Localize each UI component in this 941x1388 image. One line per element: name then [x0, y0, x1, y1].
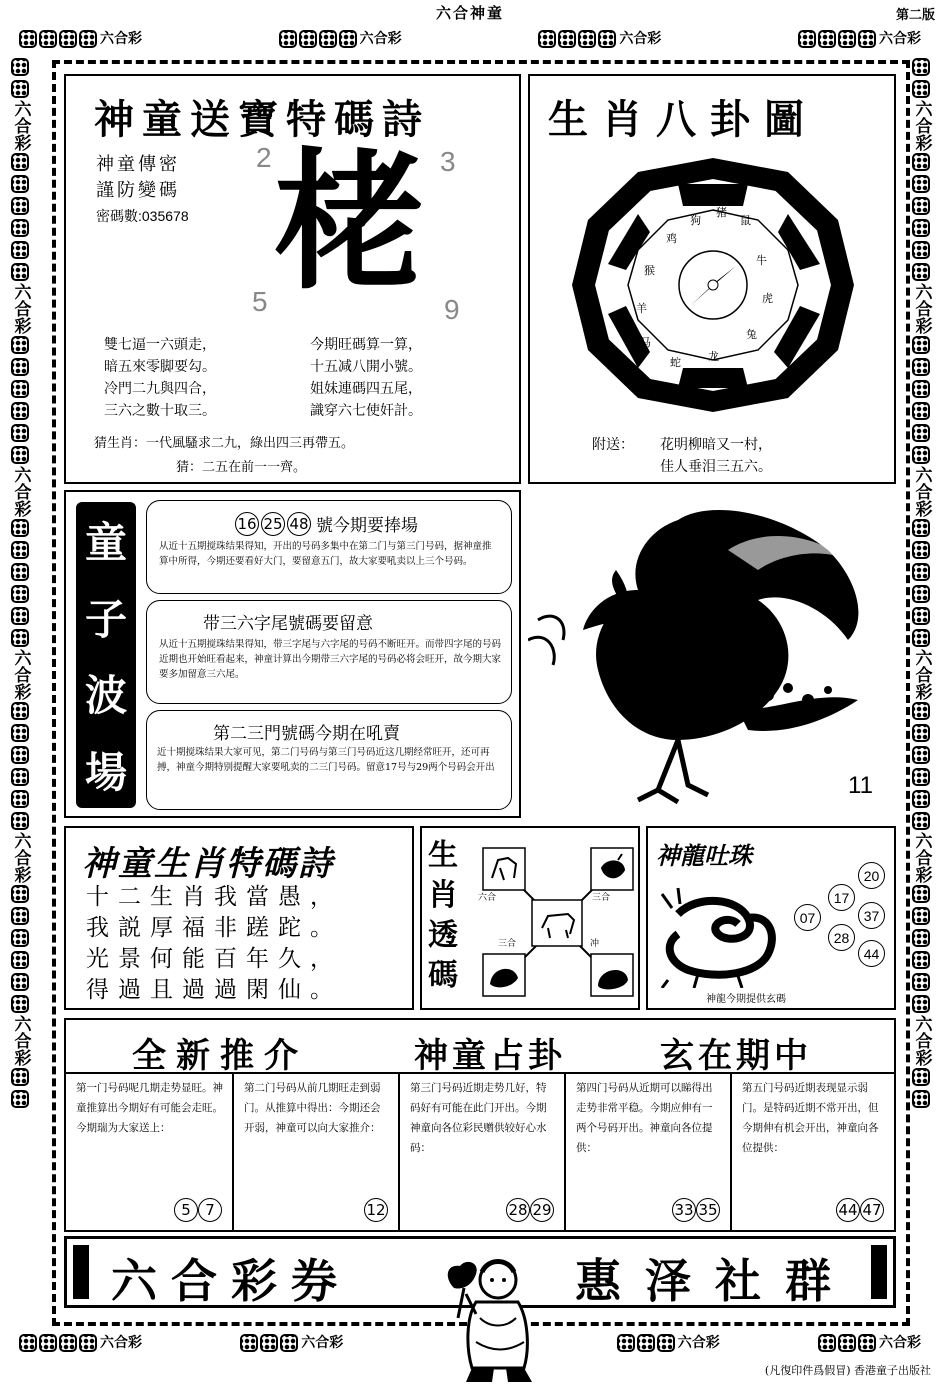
dice-icon — [11, 358, 29, 376]
wheel-label-gou: 狗 — [690, 214, 701, 227]
dice-icon — [11, 951, 29, 969]
dragon-title: 神龍吐珠 — [656, 841, 752, 870]
item2-body: 从近十五期搅珠结果得知，带三字尾与六字尾的号码不断旺开。而带四字尾的号码近期也开始旺看起来，神童计算出今期带三六字尾的号码必将会旺开，故今期大家要多加留意三六尾。 — [159, 639, 502, 680]
gift-line1: 花明柳暗又一村， — [660, 437, 772, 453]
zodiac-cross-diagram — [478, 838, 638, 1006]
dice-icon — [11, 153, 29, 171]
number-ball: 12 — [364, 1198, 388, 1222]
strip-label-v: 六合彩 — [10, 649, 31, 700]
strip-label-v: 六合彩 — [911, 283, 932, 334]
dice-icon — [260, 1334, 278, 1352]
dice-icon — [912, 58, 930, 76]
banner-right-text: 惠泽社群 — [575, 1254, 855, 1308]
item3-title: 第二三門號碼今期在吼賣 — [213, 724, 400, 744]
recommend-title-mid: 神童占卦 — [414, 1036, 566, 1076]
dice-icon — [240, 1334, 258, 1352]
zodiac-poem-line: 光景何能百年久， — [86, 946, 342, 972]
wheel-label-yang: 羊 — [636, 302, 647, 315]
col-text: 第二门号码从前几期旺走到弱门。从推算中得出：今期还会开弱，神童可以向大家推介： — [244, 1082, 381, 1134]
poem-left — [104, 334, 216, 422]
number-ball: 5 — [174, 1198, 198, 1222]
dice-icon — [912, 768, 930, 786]
dice-icon — [912, 541, 930, 559]
corner-num-3: 5 — [252, 286, 268, 317]
pearl-28: 28 — [828, 924, 855, 951]
dice-icon — [11, 563, 29, 581]
col-nums — [836, 1198, 884, 1222]
dice-icon — [912, 80, 930, 98]
dice-icon — [912, 702, 930, 720]
pearl-20: 20 — [858, 862, 885, 889]
banner-left-text: 六合彩券 — [111, 1254, 351, 1308]
pearl-37: 37 — [858, 902, 885, 929]
zodiac-poem-line: 得過且過過閑仙。 — [86, 977, 342, 1003]
zodiac-poem-lines — [86, 882, 342, 1006]
zodiac-poem-box — [64, 826, 414, 1010]
recommend-title-right: 玄在期中 — [660, 1036, 812, 1076]
dice-icon — [912, 197, 930, 215]
dice-icon — [299, 30, 317, 48]
dice-icon — [858, 1334, 876, 1352]
dice-icon — [912, 629, 930, 647]
dice-icon — [858, 30, 876, 48]
corner-num-2: 3 — [440, 146, 456, 177]
banner-right-bar — [871, 1245, 887, 1299]
strip-label: 六合彩 — [100, 31, 142, 47]
dice-icon — [11, 973, 29, 991]
dice-icon — [912, 607, 930, 625]
relation-label-chong: 冲 — [590, 939, 600, 949]
dice-icon — [598, 30, 616, 48]
dice-icon — [280, 1334, 298, 1352]
dice-icon — [11, 336, 29, 354]
dice-icon — [11, 585, 29, 603]
dice-icon — [838, 1334, 856, 1352]
transparent-char: 肖 — [428, 878, 458, 913]
dice-icon — [912, 724, 930, 742]
col-text: 第一门号码呢几期走势显旺。神童推算出今期好有可能会走旺。今期瑞为大家送上： — [76, 1082, 223, 1134]
dice-icon — [912, 746, 930, 764]
dice-icon — [558, 30, 576, 48]
wheel-label-hu: 虎 — [762, 292, 773, 305]
col-text: 第五门号码近期表现显示弱门。是特码近期不常开出，但今期伸有机会开出，神童向各位提供： — [742, 1082, 879, 1154]
side-char: 子 — [84, 594, 127, 644]
dragon-illustration — [658, 884, 788, 988]
col-nums — [174, 1198, 222, 1222]
dice-icon — [59, 1334, 77, 1352]
poem-box — [64, 74, 521, 484]
dice-icon — [912, 241, 930, 259]
strip-label-v: 六合彩 — [911, 1015, 932, 1066]
number-ball: 47 — [860, 1198, 884, 1222]
number-ball: 25 — [261, 512, 285, 536]
zodiac-poem-line: 我説厚福非蹉跎。 — [86, 915, 342, 941]
dragon-caption: 神龍今期提供玄碼 — [706, 994, 786, 1005]
strip-label: 六合彩 — [677, 1335, 720, 1351]
edition-label: 第二版 — [895, 8, 935, 23]
number-ball: 28 — [506, 1198, 530, 1222]
poem-line: 暗五來零脚要勾。 — [104, 359, 216, 375]
side-char: 波 — [84, 671, 127, 721]
relation-label-sanhe-top: 三合 — [592, 893, 611, 903]
dice-icon — [538, 30, 556, 48]
dice-icon — [11, 519, 29, 537]
bagua-wheel — [568, 154, 858, 416]
number-ball: 33 — [672, 1198, 696, 1222]
dice-icon — [11, 402, 29, 420]
dice-icon — [39, 1334, 57, 1352]
zodiac-poem-line: 十二生肖我當愚， — [86, 884, 342, 910]
dice-icon — [912, 563, 930, 581]
dice-icon — [912, 907, 930, 925]
rooster-number: 11 — [848, 772, 873, 799]
tongzi-item-3 — [146, 710, 512, 810]
guess-line: 猜：二五在前一一齊。 — [176, 460, 307, 475]
dice-icon — [798, 30, 816, 48]
pearl-17: 17 — [828, 884, 855, 911]
number-ball: 7 — [198, 1198, 222, 1222]
strip-label-v: 六合彩 — [911, 832, 932, 883]
item3-body: 近十期搅珠结果大家可见，第二门号码与第三门号码近这几期经常旺开，还可再搏，神童今期特别提醒大家要吼卖的二三门号码。留意17号与29两个号码会开出 — [157, 747, 495, 773]
strip-label-v: 六合彩 — [10, 1015, 31, 1066]
dice-icon — [912, 1090, 930, 1108]
dice-icon — [818, 1334, 836, 1352]
poem-side-line2: 謹防變碼 — [96, 180, 180, 201]
poem-line: 十五减八開小號。 — [310, 359, 422, 375]
dragon-box — [646, 826, 896, 1010]
dice-icon — [912, 358, 930, 376]
poem-line: 三六之數十取三。 — [104, 403, 216, 419]
dice-icon — [912, 1068, 930, 1086]
item1-title: 號今期要捧場 — [316, 516, 418, 536]
col-nums — [364, 1198, 388, 1222]
dice-icon — [637, 1334, 655, 1352]
dice-icon — [912, 263, 930, 281]
number-ball: 48 — [287, 512, 311, 536]
tongzi-item-1 — [146, 500, 512, 594]
transparent-char: 透 — [428, 918, 458, 953]
dice-icon — [11, 995, 29, 1013]
dice-icon — [11, 607, 29, 625]
strip-label-v: 六合彩 — [911, 649, 932, 700]
dice-icon — [912, 585, 930, 603]
dice-icon — [912, 790, 930, 808]
strip-label: 六合彩 — [879, 1335, 921, 1351]
dice-icon — [11, 768, 29, 786]
tongzi-side-title — [76, 502, 136, 808]
dice-icon — [11, 197, 29, 215]
right-decor-strip — [909, 56, 933, 1326]
top-decor-strip — [18, 26, 923, 50]
relation-label-liuhe: 六合 — [478, 893, 497, 903]
number-ball: 44 — [836, 1198, 860, 1222]
dice-icon — [912, 519, 930, 537]
dice-icon — [11, 746, 29, 764]
strip-label: 六合彩 — [359, 31, 402, 47]
relation-label-sanhe-bottom: 三合 — [498, 939, 517, 949]
dice-icon — [912, 424, 930, 442]
wheel-label-niu: 牛 — [756, 254, 767, 267]
gift-line2: 佳人垂泪三五六。 — [660, 459, 772, 475]
dice-icon — [11, 885, 29, 903]
poem-right — [310, 334, 422, 422]
dice-icon — [11, 1090, 29, 1108]
col-text: 第四门号码从近期可以睇得出走势非常平稳。今期应伸有一两个号码开出。神童向各位提供： — [576, 1082, 713, 1154]
dice-icon — [39, 30, 57, 48]
dice-icon — [912, 885, 930, 903]
poem-line: 姐妹連碼四五尾， — [310, 381, 422, 397]
strip-label: 六合彩 — [878, 31, 921, 47]
dice-icon — [11, 1068, 29, 1086]
strip-label-v: 六合彩 — [10, 283, 31, 334]
dice-icon — [912, 380, 930, 398]
recommend-title-left: 全新推介 — [132, 1036, 308, 1076]
mascot-boy-illustration — [436, 1258, 540, 1384]
dice-icon — [11, 80, 29, 98]
transparent-box — [420, 826, 640, 1010]
recommend-col-4 — [566, 1072, 732, 1230]
dice-icon — [279, 30, 297, 48]
dice-icon — [319, 30, 337, 48]
strip-label-v: 六合彩 — [10, 100, 31, 151]
dice-icon — [79, 1334, 97, 1352]
item1-body: 从近十五期搅珠结果得知，开出的号码多集中在第二门与第三门号码，据神童推算中所得，今期还要看好大门，要留意五门，故大家要吼卖以上三个号码。 — [159, 541, 492, 567]
dice-icon — [912, 175, 930, 193]
strip-label: 六合彩 — [301, 1335, 344, 1351]
transparent-title — [428, 836, 458, 996]
wheel-label-zhu: 猪 — [716, 206, 727, 219]
number-ball: 35 — [696, 1198, 720, 1222]
big-char: 栳 — [274, 134, 425, 310]
dice-icon — [912, 219, 930, 237]
bagua-title: 生肖八卦圖 — [548, 96, 818, 143]
wheel-label-hou: 猴 — [644, 264, 655, 277]
dice-icon — [838, 30, 856, 48]
poem-line: 冷門二九與四合， — [104, 381, 216, 397]
transparent-char: 碼 — [428, 958, 458, 993]
dice-icon — [79, 30, 97, 48]
recommend-col-3 — [400, 1072, 566, 1230]
strip-label-v: 六合彩 — [911, 100, 932, 151]
wheel-label-ma: 马 — [640, 336, 651, 349]
dice-icon — [818, 30, 836, 48]
number-ball: 29 — [530, 1198, 554, 1222]
rooster-illustration — [528, 490, 896, 818]
dice-icon — [11, 446, 29, 464]
poem-line: 識穿六七使奸計。 — [310, 403, 422, 419]
dice-icon — [912, 812, 930, 830]
dice-icon — [11, 380, 29, 398]
dice-icon — [11, 263, 29, 281]
transparent-char: 生 — [428, 838, 458, 873]
corner-num-1: 2 — [256, 142, 272, 173]
dice-icon — [578, 30, 596, 48]
side-char: 場 — [84, 747, 127, 797]
dice-icon — [11, 702, 29, 720]
strip-label-v: 六合彩 — [911, 466, 932, 517]
code-label: 密碼數:035678 — [96, 208, 189, 224]
banner-left-bar — [73, 1245, 89, 1299]
poem-line: 今期旺碼算一算， — [310, 337, 422, 353]
dice-icon — [19, 1334, 37, 1352]
gift-label: 附送： — [592, 437, 634, 453]
pearl-07: 07 — [794, 904, 821, 931]
recommend-col-2 — [234, 1072, 400, 1230]
dice-icon — [11, 219, 29, 237]
dice-icon — [912, 995, 930, 1013]
strip-label-v: 六合彩 — [10, 466, 31, 517]
item1-header — [235, 511, 418, 536]
dice-icon — [657, 1334, 675, 1352]
poem-side-line1: 神童傳密 — [96, 154, 180, 175]
dice-icon — [11, 541, 29, 559]
bagua-box — [528, 74, 896, 484]
dice-icon — [11, 424, 29, 442]
strip-label: 六合彩 — [100, 1335, 142, 1351]
header-title: 六合神童 — [436, 4, 505, 22]
col-text: 第三门号码近期走势几好，特码好有可能在此门开出。今期神童向各位彩民赠供较好心水码： — [410, 1082, 547, 1154]
tongzi-box — [64, 490, 521, 818]
dice-icon — [912, 402, 930, 420]
side-char: 童 — [84, 518, 127, 568]
dice-icon — [912, 153, 930, 171]
recommend-col-1 — [66, 1072, 234, 1230]
tongzi-item-2 — [146, 600, 512, 704]
zodiac-poem-title: 神童生肖特碼詩 — [82, 844, 334, 884]
strip-label-v: 六合彩 — [10, 832, 31, 883]
dice-icon — [11, 241, 29, 259]
number-ball: 16 — [235, 512, 259, 536]
recommend-col-5 — [732, 1072, 894, 1230]
col-nums — [506, 1198, 554, 1222]
dice-icon — [912, 336, 930, 354]
wheel-label-tu: 兔 — [746, 328, 757, 341]
col-nums — [672, 1198, 720, 1222]
dice-icon — [339, 30, 357, 48]
dice-icon — [617, 1334, 635, 1352]
dice-icon — [912, 973, 930, 991]
wheel-label-long: 龙 — [708, 350, 719, 363]
dice-icon — [912, 446, 930, 464]
item2-title: 带三六字尾號碼要留意 — [203, 614, 373, 634]
dice-icon — [11, 929, 29, 947]
dice-icon — [912, 929, 930, 947]
footer-note: (凡復印件爲假冒) 香港童子出版社 — [764, 1364, 931, 1377]
pearl-44: 44 — [858, 940, 885, 967]
wheel-label-ji: 鸡 — [666, 232, 677, 245]
guess-zodiac: 猜生肖：一代風騷求二九，綠出四三再帶五。 — [94, 436, 355, 451]
corner-num-4: 9 — [444, 294, 460, 325]
dice-icon — [11, 812, 29, 830]
strip-label: 六合彩 — [619, 31, 662, 47]
dice-icon — [11, 175, 29, 193]
dice-icon — [59, 30, 77, 48]
left-decor-strip — [8, 56, 32, 1326]
dice-icon — [912, 951, 930, 969]
dice-icon — [11, 58, 29, 76]
wheel-label-she: 蛇 — [670, 356, 681, 369]
dice-icon — [11, 724, 29, 742]
dice-icon — [11, 907, 29, 925]
wheel-label-shu: 鼠 — [740, 214, 751, 227]
rooster-painting — [528, 490, 896, 818]
poem-box-title: 神童送寶特碼詩 — [94, 96, 430, 143]
dice-icon — [19, 30, 37, 48]
dice-icon — [11, 790, 29, 808]
poem-line: 雙七逼一六頭走， — [104, 337, 216, 353]
dice-icon — [11, 629, 29, 647]
